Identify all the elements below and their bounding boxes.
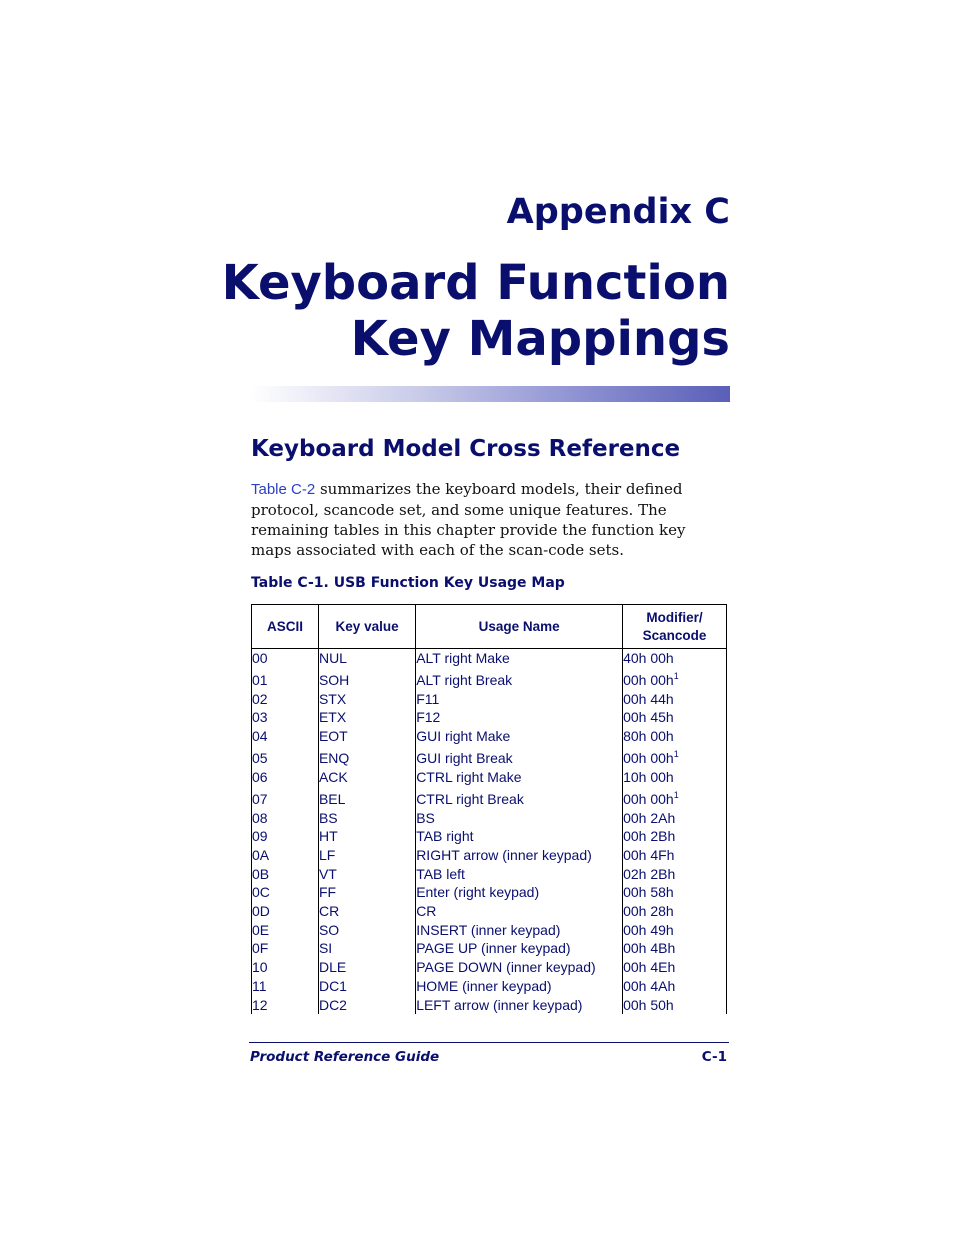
cell-modifier-scancode: 00h 4Fh (623, 846, 727, 865)
cell-ascii: 01 (252, 668, 319, 690)
cell-key-value: DC1 (318, 977, 415, 996)
appendix-label: Appendix C (506, 192, 730, 232)
cell-usage-name: HOME (inner keypad) (416, 977, 623, 996)
table-row (252, 768, 727, 787)
cell-ascii: 05 (252, 746, 319, 768)
table-caption: Table C-1. USB Function Key Usage Map (251, 575, 565, 591)
cell-ascii: 10 (252, 958, 319, 977)
cell-ascii: 0F (252, 939, 319, 958)
cell-usage-name: F11 (416, 690, 623, 709)
table-row (252, 746, 727, 768)
table-row (252, 727, 727, 746)
cell-modifier-scancode: 00h 49h (623, 921, 727, 940)
table-body (252, 649, 727, 1015)
cell-usage-name: LEFT arrow (inner keypad) (416, 996, 623, 1015)
table-row (252, 939, 727, 958)
header-key-value: Key value (318, 605, 415, 649)
cell-key-value: CR (318, 902, 415, 921)
footnote-marker: 1 (673, 749, 679, 760)
footnote-marker: 1 (673, 789, 679, 800)
cell-usage-name: ALT right Break (416, 668, 623, 690)
table-row (252, 708, 727, 727)
table-row (252, 921, 727, 940)
cell-key-value: ACK (318, 768, 415, 787)
cell-ascii: 0B (252, 865, 319, 884)
cell-modifier-scancode: 02h 2Bh (623, 865, 727, 884)
table-row (252, 690, 727, 709)
cell-key-value: SI (318, 939, 415, 958)
section-heading: Keyboard Model Cross Reference (251, 436, 681, 462)
cell-ascii: 0E (252, 921, 319, 940)
table-row (252, 902, 727, 921)
cell-usage-name: GUI right Break (416, 746, 623, 768)
cell-modifier-scancode: 00h 4Eh (623, 958, 727, 977)
cell-modifier-scancode: 00h 44h (623, 690, 727, 709)
cell-usage-name: TAB left (416, 865, 623, 884)
cell-key-value: HT (318, 827, 415, 846)
footer-page-number: C-1 (701, 1049, 727, 1065)
table-row (252, 787, 727, 809)
cell-usage-name: Enter (right keypad) (416, 883, 623, 902)
table-row (252, 827, 727, 846)
gradient-divider (250, 386, 730, 402)
cell-usage-name: CTRL right Make (416, 768, 623, 787)
cell-modifier-scancode: 00h 2Bh (623, 827, 727, 846)
cell-usage-name: BS (416, 809, 623, 828)
table-row (252, 649, 727, 668)
footnote-marker: 1 (673, 671, 679, 681)
intro-text: summarizes the keyboard models, their defined protocol, scancode set, and some unique features. The remaining tables in this chapter provide the function key maps associated with each of the scan-code sets. (251, 480, 686, 559)
cell-key-value: SO (318, 921, 415, 940)
cell-modifier-scancode: 00h $00h^1$ (623, 668, 727, 690)
cell-key-value: BEL (318, 787, 415, 809)
cell-key-value: VT (318, 865, 415, 884)
chapter-title (222, 255, 730, 367)
cell-modifier-scancode: 40h 00h (623, 649, 727, 668)
intro-paragraph (251, 479, 729, 560)
cell-usage-name: TAB right (416, 827, 623, 846)
cell-ascii: 08 (252, 809, 319, 828)
cell-ascii: 02 (252, 690, 319, 709)
cell-modifier-scancode: 00h $00h^1$ (623, 746, 727, 768)
cell-modifier-scancode: 80h 00h (623, 727, 727, 746)
table-row (252, 958, 727, 977)
chapter-title-line2: Key Mappings (350, 311, 730, 367)
cell-key-value: DLE (318, 958, 415, 977)
cell-ascii: 0A (252, 846, 319, 865)
cell-ascii: 06 (252, 768, 319, 787)
cell-key-value: SOH (318, 668, 415, 690)
cell-ascii: 09 (252, 827, 319, 846)
cell-key-value: LF (318, 846, 415, 865)
table-row (252, 865, 727, 884)
table-row (252, 883, 727, 902)
cell-key-value: EOT (318, 727, 415, 746)
cell-modifier-scancode: 00h 4Ah (623, 977, 727, 996)
cell-key-value: DC2 (318, 996, 415, 1015)
header-modifier-scancode: Modifier/ Scancode (623, 605, 727, 649)
cell-modifier-scancode: 00h 28h (623, 902, 727, 921)
cell-usage-name: F12 (416, 708, 623, 727)
header-ascii: ASCII (252, 605, 319, 649)
cell-ascii: 0C (252, 883, 319, 902)
cell-usage-name: CTRL right Break (416, 787, 623, 809)
cell-modifier-scancode: 00h $00h^1$ (623, 787, 727, 809)
cell-key-value: BS (318, 809, 415, 828)
table-row (252, 977, 727, 996)
cell-usage-name: PAGE DOWN (inner keypad) (416, 958, 623, 977)
cell-ascii: 03 (252, 708, 319, 727)
cell-modifier-scancode: 00h 50h (623, 996, 727, 1015)
usb-function-key-table (251, 604, 727, 1014)
cell-ascii: 00 (252, 649, 319, 668)
table-c2-link[interactable]: Table C-2 (251, 481, 316, 498)
cell-ascii: 12 (252, 996, 319, 1015)
table-header-row (252, 605, 727, 649)
cell-modifier-scancode: 10h 00h (623, 768, 727, 787)
header-usage-name: Usage Name (416, 605, 623, 649)
cell-usage-name: ALT right Make (416, 649, 623, 668)
table-row (252, 809, 727, 828)
cell-modifier-scancode: 00h 45h (623, 708, 727, 727)
footer-rule (249, 1042, 729, 1043)
cell-ascii: 11 (252, 977, 319, 996)
cell-key-value: NUL (318, 649, 415, 668)
table-row (252, 846, 727, 865)
table-row (252, 668, 727, 690)
cell-usage-name: PAGE UP (inner keypad) (416, 939, 623, 958)
cell-usage-name: RIGHT arrow (inner keypad) (416, 846, 623, 865)
cell-modifier-scancode: 00h 2Ah (623, 809, 727, 828)
cell-usage-name: CR (416, 902, 623, 921)
cell-key-value: FF (318, 883, 415, 902)
cell-ascii: 07 (252, 787, 319, 809)
cell-usage-name: INSERT (inner keypad) (416, 921, 623, 940)
cell-ascii: 0D (252, 902, 319, 921)
cell-modifier-scancode: 00h 4Bh (623, 939, 727, 958)
cell-usage-name: GUI right Make (416, 727, 623, 746)
cell-key-value: ENQ (318, 746, 415, 768)
cell-key-value: ETX (318, 708, 415, 727)
cell-key-value: STX (318, 690, 415, 709)
table-row (252, 996, 727, 1015)
cell-ascii: 04 (252, 727, 319, 746)
chapter-title-line1: Keyboard Function (221, 255, 730, 311)
footer-guide-title: Product Reference Guide (250, 1049, 440, 1065)
cell-modifier-scancode: 00h 58h (623, 883, 727, 902)
